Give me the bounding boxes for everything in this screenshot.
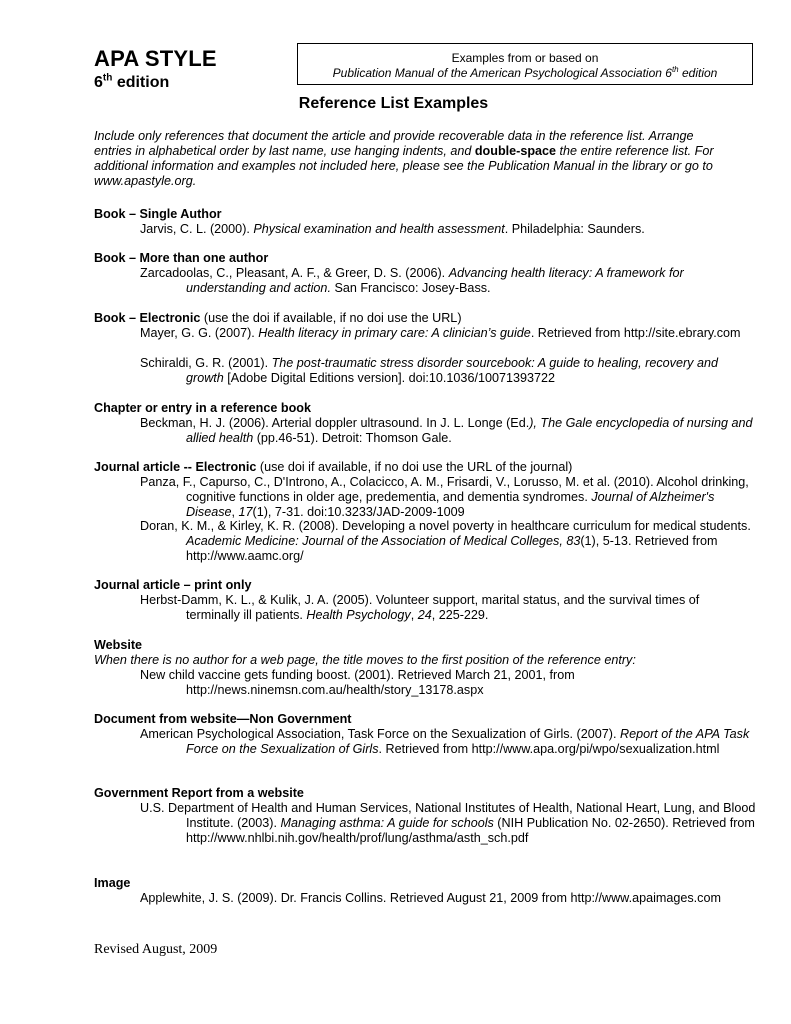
- section-heading: Journal article – print only: [94, 578, 252, 592]
- reference-entry: Doran, K. M., & Kirley, K. R. (2008). Developing a novel poverty in healthcare curriculum for medical students. Academic Medicine: Journal of the Association of Medical Colleges, 83(1), 5-13. Retrieved from http://www.aamc.org/: [140, 519, 751, 563]
- reference-entry: Applewhite, J. S. (2009). Dr. Francis Collins. Retrieved August 21, 2009 from http://www.apaimages.com: [140, 891, 721, 905]
- source-note-line2: Publication Manual of the American Psychological Association 6th edition: [332, 65, 718, 80]
- reference-entry: American Psychological Association, Task Force on the Sexualization of Girls. (2007). Report of the APA Task Force on the Sexualization of Girls. Retrieved from http://www.apa.org/pi/wpo/sexualization.html: [140, 727, 750, 756]
- reference-entry: Beckman, H. J. (2006). Arterial doppler ultrasound. In J. L. Longe (Ed.), The Gale encyclopedia of nursing and allied health (pp.46-51). Detroit: Thomson Gale.: [140, 416, 753, 445]
- reference-entry: Schiraldi, G. R. (2001). The post-traumatic stress disorder sourcebook: A guide to healing, recovery and growth [Adobe Digital Editions version]. doi:10.1036/10071393722: [140, 356, 718, 385]
- section-heading: Government Report from a website: [94, 786, 304, 800]
- reference-entry: Herbst-Damm, K. L., & Kulik, J. A. (2005). Volunteer support, marital status, and the survival times of terminally ill patients. Health Psychology, 24, 225-229.: [140, 593, 700, 622]
- section-heading: Website: [94, 638, 143, 652]
- section-heading: Image: [94, 876, 131, 890]
- section-note: When there is no author for a web page, the title moves to the first position of the reference entry:: [94, 653, 636, 667]
- section-heading: Book – More than one author: [94, 251, 269, 265]
- source-note-box: [297, 43, 753, 85]
- section-heading: Book – Single Author: [94, 207, 222, 221]
- reference-entry: Panza, F., Capurso, C., D'Introno, A., Colacicco, A. M., Frisardi, V., Lorusso, M. et al. (2010). Alcohol drinking, cognitive functions in older age, predementia, and dementia syndromes. Journal of Alzheimer's Disease, 17(1), 7-31. doi:10.3233/JAD-2009-1009: [140, 475, 749, 519]
- reference-entry: U.S. Department of Health and Human Services, National Institutes of Health, National Heart, Lung, and Blood Institute. (2003). Managing asthma: A guide for schools (NIH Publication No. 02-2650). Retrieved from http://www.nhlbi.nih.gov/health/prof/lung/asthma/asth_sch.pdf: [140, 801, 756, 845]
- reference-entry: Jarvis, C. L. (2000). Physical examination and health assessment. Philadelphia: Saunders.: [140, 222, 645, 236]
- revision-footer: Revised August, 2009: [94, 942, 218, 957]
- page-heading: Reference List Examples: [298, 95, 489, 112]
- section-heading: Chapter or entry in a reference book: [94, 401, 311, 415]
- reference-entry: Zarcadoolas, C., Pleasant, A. F., & Greer, D. S. (2006). Advancing health literacy: A framework for understanding and action. San Francisco: Josey-Bass.: [140, 266, 684, 295]
- section-heading: Book – Electronic (use the doi if available, if no doi use the URL): [94, 311, 462, 325]
- doc-title: APA STYLE: [94, 46, 217, 71]
- reference-entry: New child vaccine gets funding boost. (2001). Retrieved March 21, 2001, from http://news.ninemsn.com.au/health/story_13178.aspx: [140, 668, 575, 697]
- intro-paragraph: Include only references that document the article and provide recoverable data in the reference list. Arrange entries in alphabetical order by last name, use hanging indents, and double-space the entire reference list. For additional information and examples not included here, please see the Publication Manual in the library or go to www.apastyle.org.: [94, 129, 714, 188]
- section-heading: Document from website—Non Government: [94, 712, 352, 726]
- section-heading: Journal article -- Electronic (use doi if available, if no doi use the URL of the journal): [94, 460, 573, 474]
- source-note-line1: Examples from or based on: [451, 51, 599, 65]
- reference-entry: Mayer, G. G. (2007). Health literacy in primary care: A clinician’s guide. Retrieved from http://site.ebrary.com: [140, 326, 741, 340]
- edition-label: 6th edition: [94, 72, 170, 91]
